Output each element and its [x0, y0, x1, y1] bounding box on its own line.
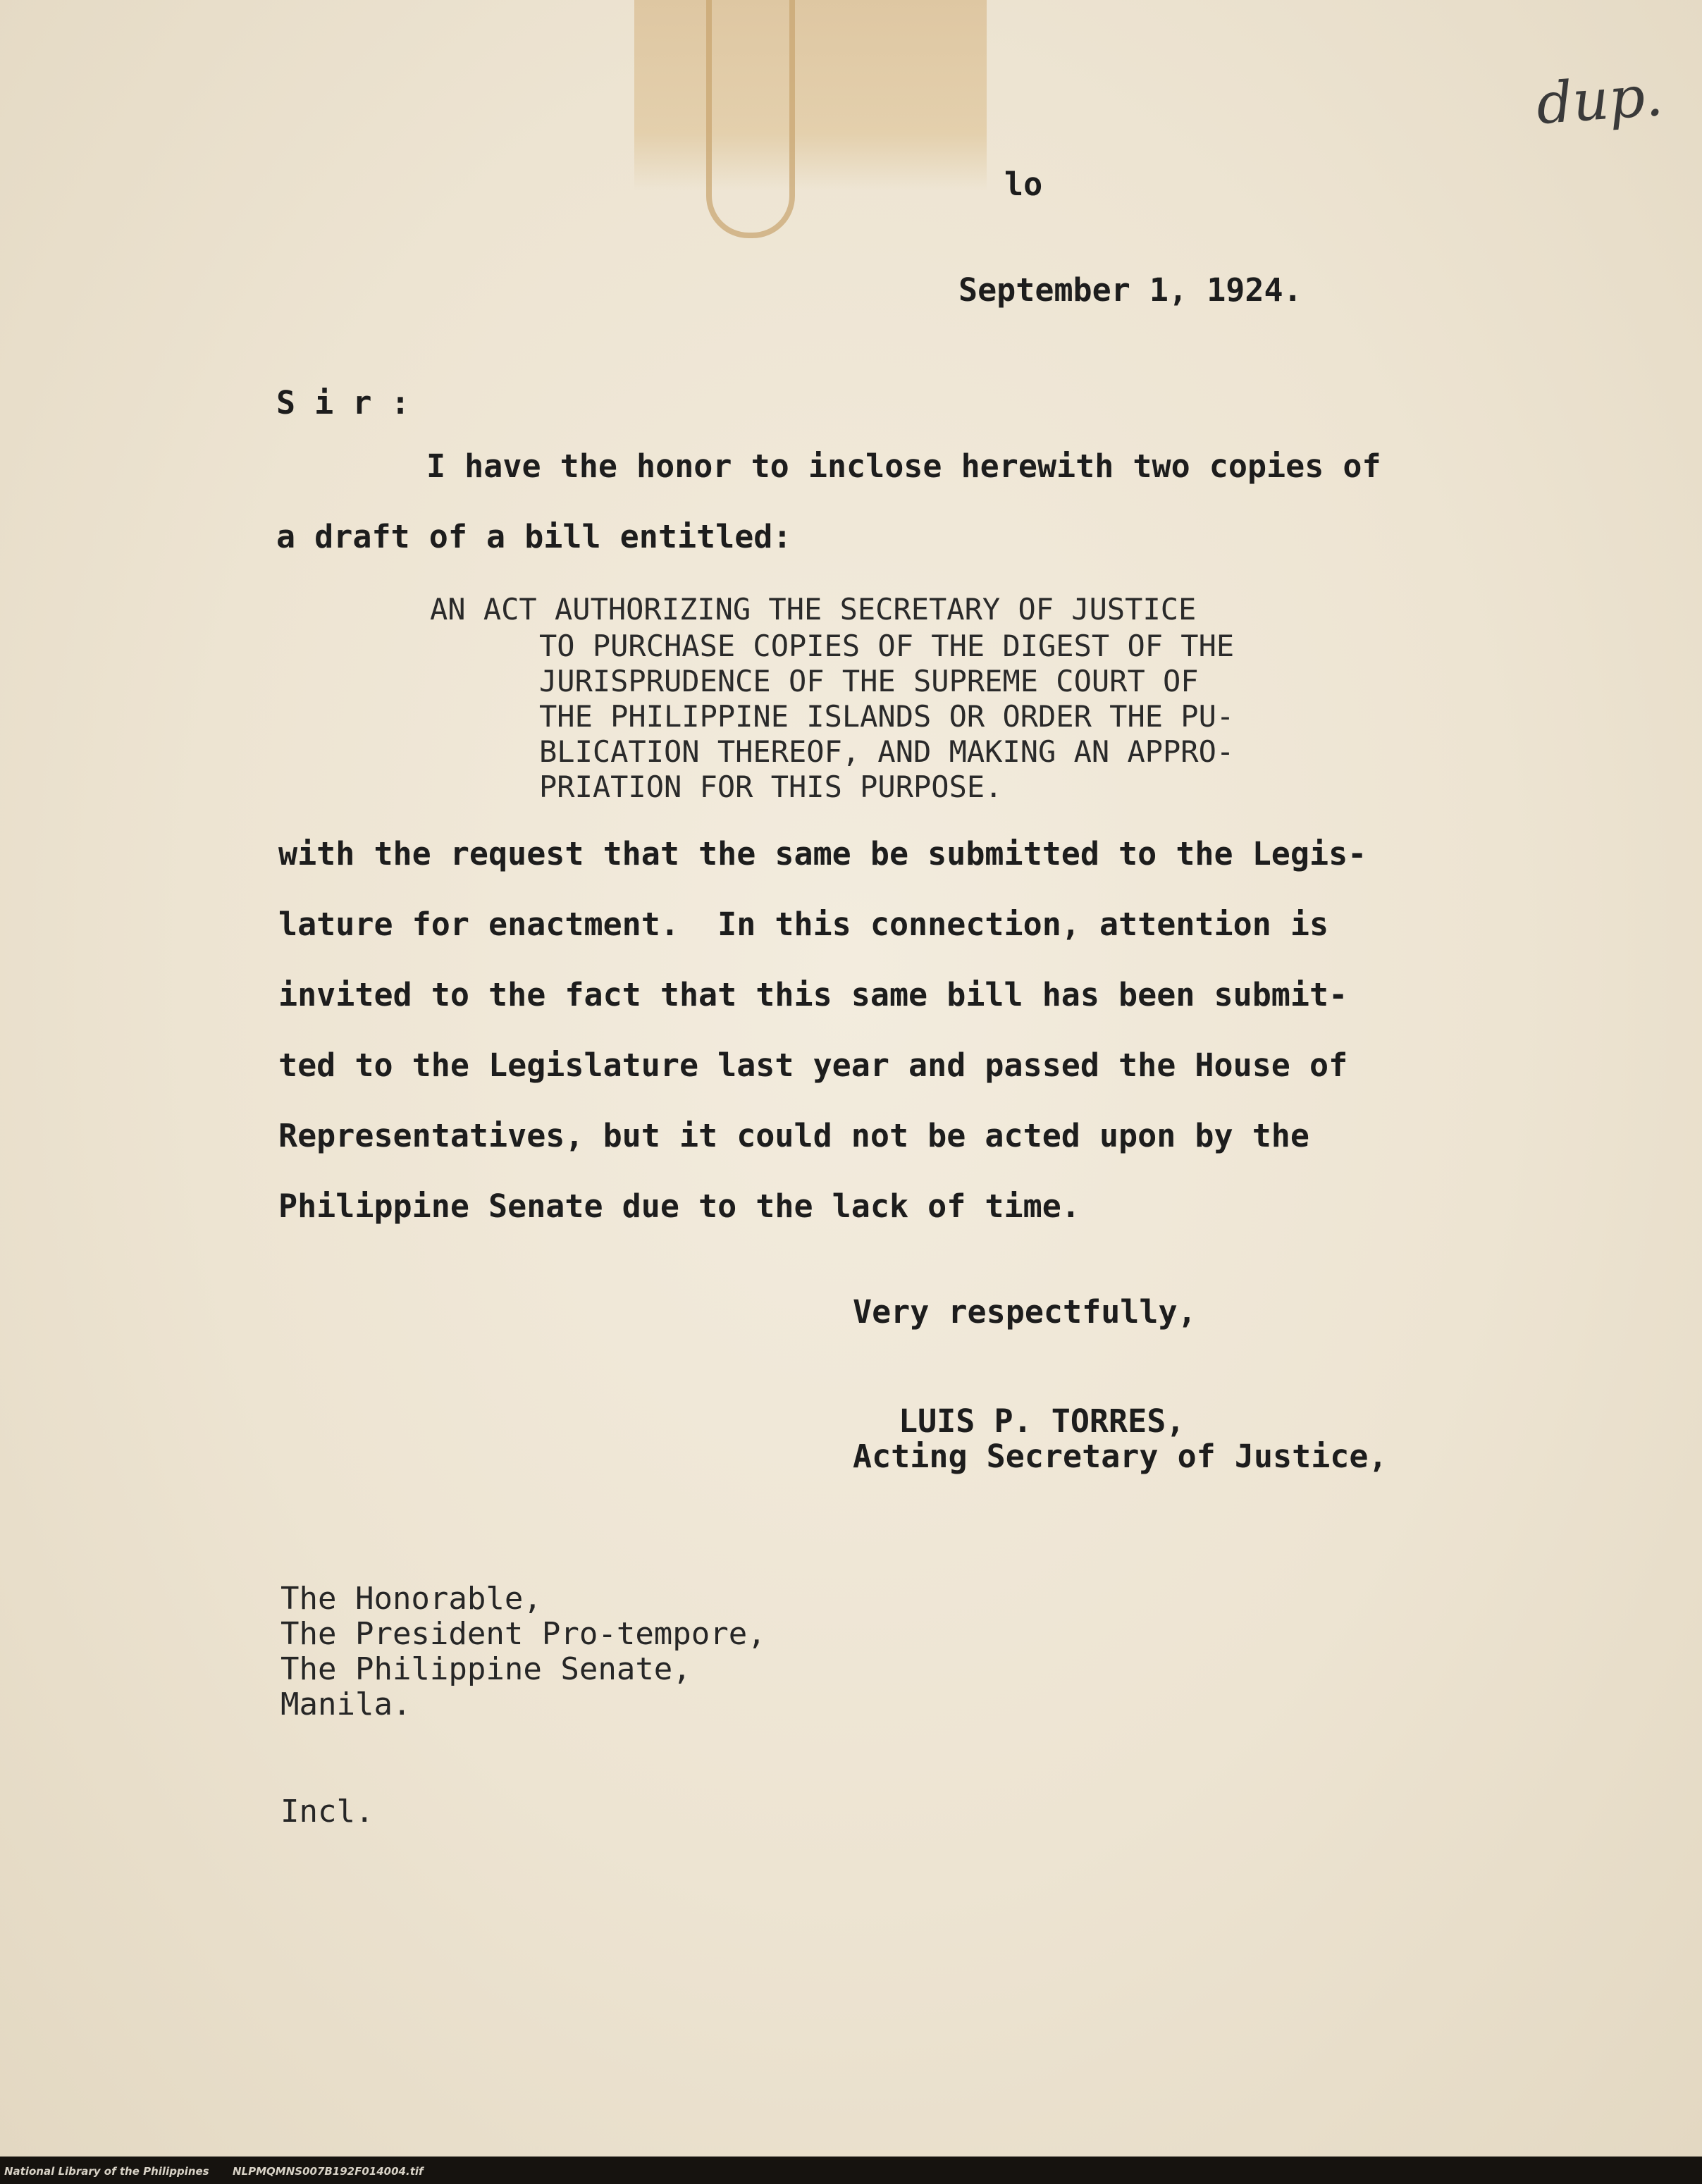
footer-filename: NLPMQMNS007B192F014004.tif — [233, 2165, 424, 2178]
addressee-line: The President Pro-tempore, — [280, 1616, 766, 1652]
addressee-line: Manila. — [280, 1686, 412, 1722]
tape-stain — [634, 0, 987, 190]
body-line: with the request that the same be submitted to the Legis- — [278, 835, 1367, 872]
footer-library: National Library of the Philippines — [4, 2165, 209, 2178]
page-number: lo — [1004, 166, 1043, 203]
handwritten-note: dup. — [1534, 62, 1665, 137]
bill-title-line: JURISPRUDENCE OF THE SUPREME COURT OF — [539, 664, 1199, 698]
addressee-line: The Honorable, — [280, 1581, 542, 1617]
archive-footer — [0, 2157, 1702, 2184]
signer-title: Acting Secretary of Justice, — [853, 1438, 1388, 1475]
intro-line: a draft of a bill entitled: — [276, 518, 792, 555]
body-line: Philippine Senate due to the lack of time. — [278, 1187, 1080, 1225]
body-line: Representatives, but it could not be acted upon by the — [278, 1117, 1309, 1154]
body-line: ted to the Legislature last year and passed the House of — [278, 1047, 1348, 1084]
bill-title-line: BLICATION THEREOF, AND MAKING AN APPRO- — [539, 734, 1235, 769]
salutation: S i r : — [276, 384, 410, 421]
body-line: invited to the fact that this same bill has been submit- — [278, 976, 1348, 1013]
bill-title-line: THE PHILIPPINE ISLANDS OR ORDER THE PU- — [539, 699, 1235, 734]
signer-name: LUIS P. TORRES, — [899, 1402, 1185, 1440]
intro-line: I have the honor to inclose herewith two copies of — [426, 448, 1381, 485]
addressee-line: The Philippine Senate, — [280, 1651, 691, 1687]
bill-title-line: AN ACT AUTHORIZING THE SECRETARY OF JUSTICE — [430, 592, 1197, 627]
enclosure-note: Incl. — [280, 1794, 374, 1830]
letter-date: September 1, 1924. — [958, 271, 1302, 309]
closing: Very respectfully, — [853, 1293, 1197, 1331]
bill-title-line: PRIATION FOR THIS PURPOSE. — [539, 770, 1003, 804]
bill-title-line: TO PURCHASE COPIES OF THE DIGEST OF THE — [539, 629, 1235, 663]
body-line: lature for enactment. In this connection, attention is — [278, 906, 1329, 943]
paperclip-mark — [706, 0, 795, 238]
